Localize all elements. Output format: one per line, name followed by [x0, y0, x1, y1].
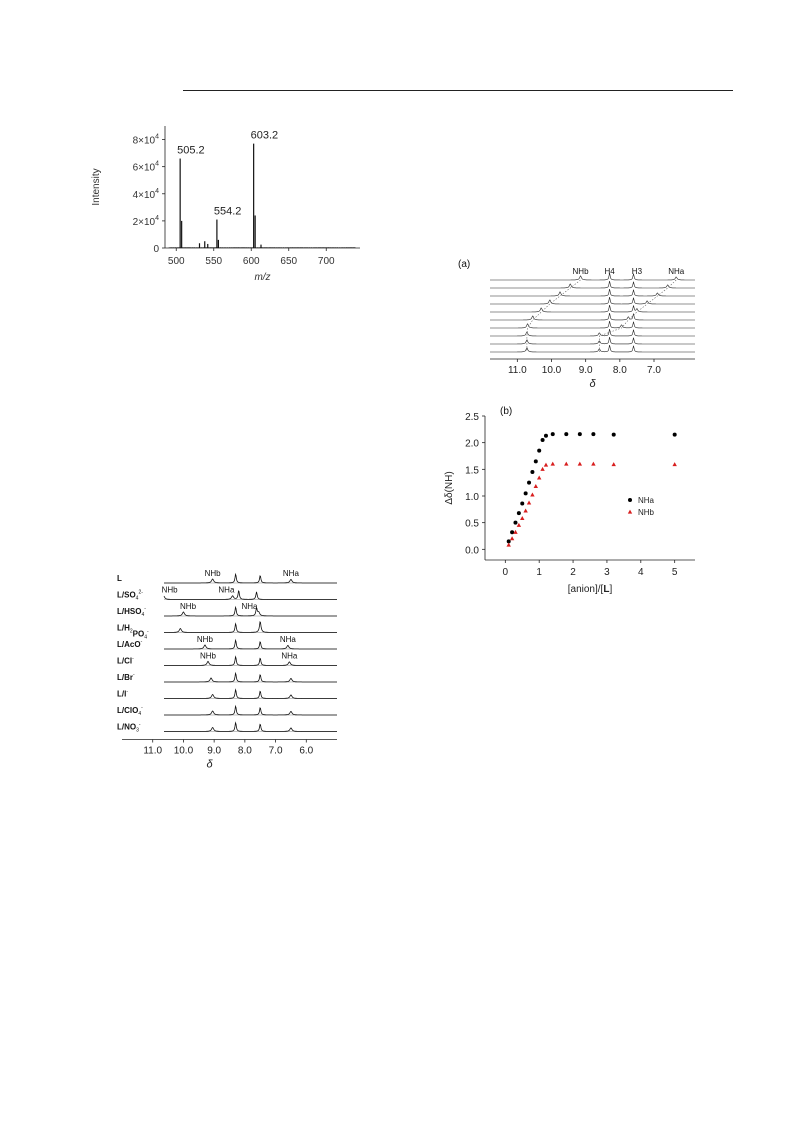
trace-label: L/I-	[117, 688, 129, 699]
nha-data-point	[541, 438, 545, 442]
y-tick-label: 2.5	[465, 412, 479, 423]
titration-trace	[490, 273, 695, 280]
nha-data-point	[517, 511, 521, 515]
nhb-data-point	[537, 475, 541, 479]
nmr-anion-stack-chart	[112, 565, 347, 775]
titration-trace	[490, 297, 695, 304]
x-tick-label: 11.0	[143, 745, 163, 757]
x-tick-label: 700	[317, 256, 335, 267]
x-tick-label: 3	[604, 567, 610, 578]
x-tick-label: 0	[502, 567, 509, 578]
x-tick-label: 4	[638, 567, 644, 578]
nhb-data-point	[551, 462, 555, 466]
trace-label: L/Br-	[117, 672, 135, 682]
peak-annotation: NHa	[282, 569, 299, 578]
nha-data-point	[524, 491, 528, 495]
nhb-guide-line	[527, 280, 581, 352]
peak-label: 603.2	[250, 129, 279, 142]
x-axis-title: δ	[589, 378, 596, 390]
y-tick-label: $6\times 10^4$	[132, 160, 159, 174]
mass-spectrum-chart	[85, 118, 370, 293]
nha-data-point	[520, 501, 524, 505]
y-tick-label: 1.5	[465, 465, 479, 477]
nmr-trace	[164, 723, 337, 732]
y-tick-label: $2\times 10^4$	[132, 214, 159, 228]
y-tick-label: 0.5	[465, 518, 479, 530]
peak-annotation: NHa	[218, 585, 235, 595]
nhb-data-point	[612, 462, 616, 466]
trace-label: $L/NO_3^-$	[117, 721, 141, 734]
peak-annotation: NHb	[199, 651, 217, 661]
x-tick-label: 600	[242, 256, 260, 267]
panel-label: (a)	[458, 259, 471, 270]
x-tick-label: 10.0	[541, 365, 562, 376]
trace-label: $L/SO_4^{2-}$	[117, 589, 143, 602]
trace-label: L/Cl-	[117, 655, 134, 666]
y-axis-title: Intensity	[91, 168, 102, 206]
nmr-trace	[164, 622, 337, 633]
titration-trace	[490, 329, 695, 336]
peak-annotation: NHb	[204, 569, 221, 578]
x-tick-label: 9.0	[578, 365, 593, 376]
x-tick-label: 2	[570, 567, 576, 578]
nhb-data-point	[520, 516, 524, 520]
x-axis-title: [anion]/[L]	[567, 584, 613, 595]
trace-label: $L/HSO_4^-$	[117, 606, 146, 618]
nha-data-point	[612, 433, 616, 437]
y-tick-label: $4\times 10^4$	[132, 187, 159, 201]
nmr-trace	[164, 673, 337, 682]
binding-isotherm-chart	[440, 400, 705, 605]
peak-label: 554.2	[213, 205, 242, 218]
x-tick-label: 8.0	[237, 745, 252, 757]
nhb-data-point	[564, 462, 568, 466]
nhb-data-point	[517, 523, 521, 527]
y-tick-label: 2.0	[465, 438, 479, 450]
nha-guide-line	[599, 280, 676, 352]
x-axis-title: δ	[206, 758, 213, 771]
panel-label: (b)	[500, 406, 513, 417]
nha-data-point	[537, 449, 541, 453]
y-axis-title: Δδ(NH)	[444, 471, 455, 505]
y-tick-label: 0	[153, 244, 159, 255]
x-tick-label: 6.0	[299, 745, 314, 757]
peak-annotation: NHb	[196, 635, 213, 644]
x-axis-title: m/z	[254, 272, 271, 283]
nhb-data-point	[540, 467, 544, 471]
peak-annotation: NHb	[180, 602, 197, 611]
x-tick-label: 1	[536, 567, 542, 578]
legend-marker-nha	[628, 498, 632, 502]
titration-nmr-chart	[455, 255, 705, 405]
nha-data-point	[530, 470, 534, 474]
y-tick-label: $8\times 10^4$	[132, 133, 159, 147]
trace-label: L/AcO-	[117, 639, 143, 649]
titration-trace	[490, 337, 695, 344]
nmr-trace	[164, 706, 337, 715]
titration-trace	[490, 289, 695, 296]
nha-data-point	[534, 459, 538, 463]
peak-annotation: NHa	[241, 602, 258, 611]
nhb-data-point	[544, 463, 548, 467]
peak-label: NHa	[668, 267, 685, 276]
legend-label: NHa	[638, 496, 655, 505]
nhb-data-point	[672, 462, 676, 466]
nmr-trace	[164, 574, 337, 583]
y-tick-label: 1.0	[465, 492, 479, 503]
peak-label: NHb	[572, 267, 589, 276]
titration-trace	[490, 321, 695, 328]
nmr-trace	[164, 640, 337, 649]
nha-data-point	[578, 432, 582, 436]
peak-annotation: NHb	[161, 585, 178, 595]
x-tick-label: 7.0	[647, 365, 661, 376]
nhb-data-point	[534, 484, 538, 488]
header-rule	[183, 90, 733, 91]
trace-label: L/ClO$_4$-	[117, 705, 143, 717]
titration-trace	[490, 345, 695, 352]
x-tick-label: 550	[205, 256, 223, 267]
nha-data-point	[513, 521, 517, 525]
nhb-data-point	[523, 509, 527, 513]
x-tick-label: 8.0	[612, 365, 627, 376]
peak-label: 505.2	[177, 144, 205, 157]
peak-annotation: NHa	[281, 651, 298, 661]
titration-trace	[490, 281, 695, 288]
titration-trace	[490, 313, 695, 320]
nha-data-point	[673, 433, 677, 437]
x-tick-label: 9.0	[207, 745, 222, 757]
nmr-trace	[164, 690, 337, 699]
x-tick-label: 11.0	[507, 365, 527, 376]
x-tick-label: 7.0	[268, 745, 283, 757]
peak-annotation: NHa	[279, 635, 296, 644]
trace-label: L	[117, 574, 122, 583]
nhb-data-point	[578, 462, 582, 466]
nhb-data-point	[507, 543, 511, 547]
nha-data-point	[527, 481, 531, 485]
x-tick-label: 10.0	[173, 745, 194, 757]
peak-label: H3	[631, 267, 643, 276]
x-tick-label: 500	[167, 256, 185, 267]
legend-marker-nhb	[628, 510, 632, 514]
x-tick-label: 650	[280, 256, 298, 267]
x-tick-label: 5	[671, 567, 678, 578]
peak-label: H4	[604, 267, 615, 276]
nmr-trace	[164, 657, 337, 666]
legend-label: NHb	[638, 508, 655, 517]
titration-trace	[490, 305, 695, 312]
nhb-data-point	[591, 462, 595, 466]
nmr-trace	[164, 591, 337, 600]
nha-data-point	[551, 432, 555, 436]
nhb-data-point	[527, 501, 531, 505]
nhb-data-point	[510, 536, 514, 540]
nhb-data-point	[530, 493, 534, 497]
nha-data-point	[544, 434, 548, 438]
nha-data-point	[591, 432, 595, 436]
y-tick-label: 0.0	[465, 545, 479, 557]
trace-label: $L/H_2PO_4^-$	[117, 623, 149, 641]
nha-data-point	[564, 432, 568, 436]
